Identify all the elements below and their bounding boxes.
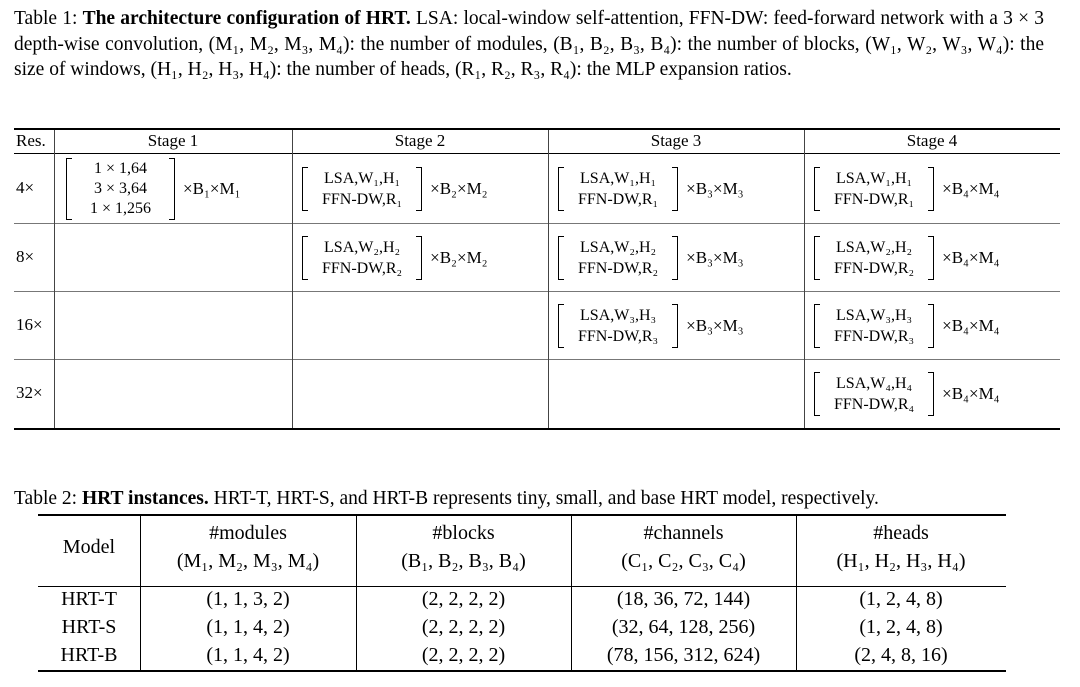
block-ffn: FFN-DW,R₁ [834, 191, 915, 208]
table1-col-divider [804, 130, 805, 428]
table2-cell-heads: (1, 2, 4, 8) [859, 616, 943, 638]
table2-cell-channels: (32, 64, 128, 256) [611, 616, 756, 638]
table2-cell-model: HRT-S [61, 616, 117, 638]
block-lsa: LSA,W₁,H₁ [836, 170, 913, 187]
table2-cell-blocks: (2, 2, 2, 2) [421, 644, 506, 666]
table1-res-32x: 32× [16, 383, 43, 402]
stage2-multiplier: ×B₂×M₂ [430, 179, 488, 198]
block-ffn: FFN-DW,R₃ [834, 327, 915, 345]
table1-caption-title: The architecture configuration of HRT. [82, 8, 411, 29]
stage1-stem-block [66, 156, 241, 222]
table1-header-stage2: Stage 2 [394, 131, 446, 150]
stage4-multiplier: ×B₄×M₄ [942, 383, 1000, 403]
table2-caption [14, 488, 1064, 510]
table1-res-16x: 16× [16, 315, 43, 334]
stage4-multiplier: ×B₄×M₄ [942, 315, 1000, 335]
hrt-block [558, 224, 744, 291]
table1-header-stage4: Stage 4 [906, 131, 958, 150]
table1-header-rule [14, 153, 1060, 154]
table2-caption-label: Table 2: [14, 488, 78, 509]
table2-top-rule [38, 514, 1006, 516]
table2-cell-channels: (18, 36, 72, 144) [616, 588, 751, 610]
table2-cell-channels: (78, 156, 312, 624) [606, 644, 761, 666]
hrt-block [814, 224, 1000, 291]
table2-cell-modules: (1, 1, 4, 2) [206, 644, 290, 666]
table1-res-8x: 8× [16, 247, 35, 266]
table2 [38, 514, 1006, 672]
table1-header-stage1: Stage 1 [147, 131, 199, 150]
table2-header-rule [38, 586, 1006, 587]
block-lsa: LSA,W₃,H₃ [580, 306, 657, 324]
stage3-multiplier: ×B₃×M₃ [686, 315, 744, 335]
table2-caption-text: HRT-T, HRT-S, and HRT-B represents tiny, small, and base HRT model, respectively. [213, 488, 879, 509]
stage2-multiplier: ×B₂×M₂ [430, 247, 488, 267]
block-lsa: LSA,W₂,H₂ [836, 238, 913, 256]
stage4-multiplier: ×B₄×M₄ [942, 247, 1000, 267]
table1-top-rule [14, 128, 1060, 130]
table2-header-heads-sub: (H₁, H₂, H₃, H₄) [836, 550, 966, 572]
table2-header-modules: #modules [209, 522, 287, 544]
block-ffn: FFN-DW,R₂ [578, 259, 659, 277]
table1-col-divider [548, 130, 549, 428]
hrt-block [558, 292, 744, 359]
table2-caption-title: HRT instances. [81, 488, 209, 509]
table2-cell-blocks: (2, 2, 2, 2) [421, 588, 506, 610]
block-lsa: LSA,W₁,H₁ [580, 170, 657, 187]
block-ffn: FFN-DW,R₁ [578, 191, 659, 208]
table1-col-divider [292, 130, 293, 428]
block-ffn: FFN-DW,R₂ [322, 259, 403, 277]
hrt-block [814, 156, 1000, 222]
table2-header-channels: #channels [643, 522, 724, 544]
table2-header-heads: #heads [873, 522, 929, 544]
table1-caption-label: Table 1: [14, 8, 78, 29]
table1-col-divider [54, 130, 55, 428]
hrt-block [814, 292, 1000, 359]
block-ffn: FFN-DW,R₁ [322, 191, 403, 208]
table2-bottom-rule [38, 670, 1006, 672]
hrt-block [814, 360, 1000, 427]
table2-cell-heads: (1, 2, 4, 8) [859, 588, 943, 610]
stem-line: 1 × 1,64 [94, 160, 148, 177]
block-lsa: LSA,W₄,H₄ [836, 374, 913, 392]
table2-header-channels-sub: (C₁, C₂, C₃, C₄) [621, 550, 746, 572]
table2-cell-model: HRT-T [61, 588, 117, 610]
table2-header-blocks: #blocks [432, 522, 495, 544]
table1-res-4x: 4× [16, 178, 35, 197]
table2-cell-blocks: (2, 2, 2, 2) [421, 616, 506, 638]
stage4-multiplier: ×B₄×M₄ [942, 179, 1000, 198]
table2-cell-heads: (2, 4, 8, 16) [854, 644, 948, 666]
table2-cell-modules: (1, 1, 3, 2) [206, 588, 290, 610]
block-lsa: LSA,W₁,H₁ [324, 170, 401, 187]
stage1-multiplier: ×B₁×M₁ [183, 179, 241, 198]
table2-header-model: Model [62, 536, 116, 558]
hrt-block [302, 224, 488, 291]
table2-cell-modules: (1, 1, 4, 2) [206, 616, 290, 638]
hrt-block [302, 156, 488, 222]
table1-caption [14, 6, 1044, 83]
block-lsa: LSA,W₂,H₂ [324, 238, 401, 256]
table2-header-modules-sub: (M₁, M₂, M₃, M₄) [176, 550, 320, 572]
table1-caption-text: LSA: local-window self-attention, FFN-DW: feed-forward network with a 3 × 3 depth-wise convolution, (M₁, M₂, M₃, M₄): the number of modules, (B₁, B₂, B₃, B₄): the number of blocks, (W₁, W₂, W₃, W₄): the size of windows, (H₁, H₂, H₃, H₄): the number of heads, (R₁, R₂, R₃, R₄): the MLP expansion ratios. [14, 8, 1045, 80]
block-lsa: LSA,W₃,H₃ [836, 306, 913, 324]
stage3-multiplier: ×B₃×M₃ [686, 247, 744, 267]
stem-line: 1 × 1,256 [90, 200, 152, 217]
table1-header-res: Res. [16, 131, 46, 150]
block-ffn: FFN-DW,R₂ [834, 259, 915, 277]
table2-cell-model: HRT-B [60, 644, 118, 666]
hrt-block [558, 156, 744, 222]
table2-header-blocks-sub: (B₁, B₂, B₃, B₄) [401, 550, 526, 572]
block-lsa: LSA,W₂,H₂ [580, 238, 657, 256]
stage3-multiplier: ×B₃×M₃ [686, 179, 744, 198]
block-ffn: FFN-DW,R₄ [834, 395, 915, 413]
table1-bottom-rule [14, 428, 1060, 430]
table1 [14, 128, 1060, 430]
stem-line: 3 × 3,64 [94, 180, 148, 197]
block-ffn: FFN-DW,R₃ [578, 327, 659, 345]
table1-header-stage3: Stage 3 [650, 131, 702, 150]
